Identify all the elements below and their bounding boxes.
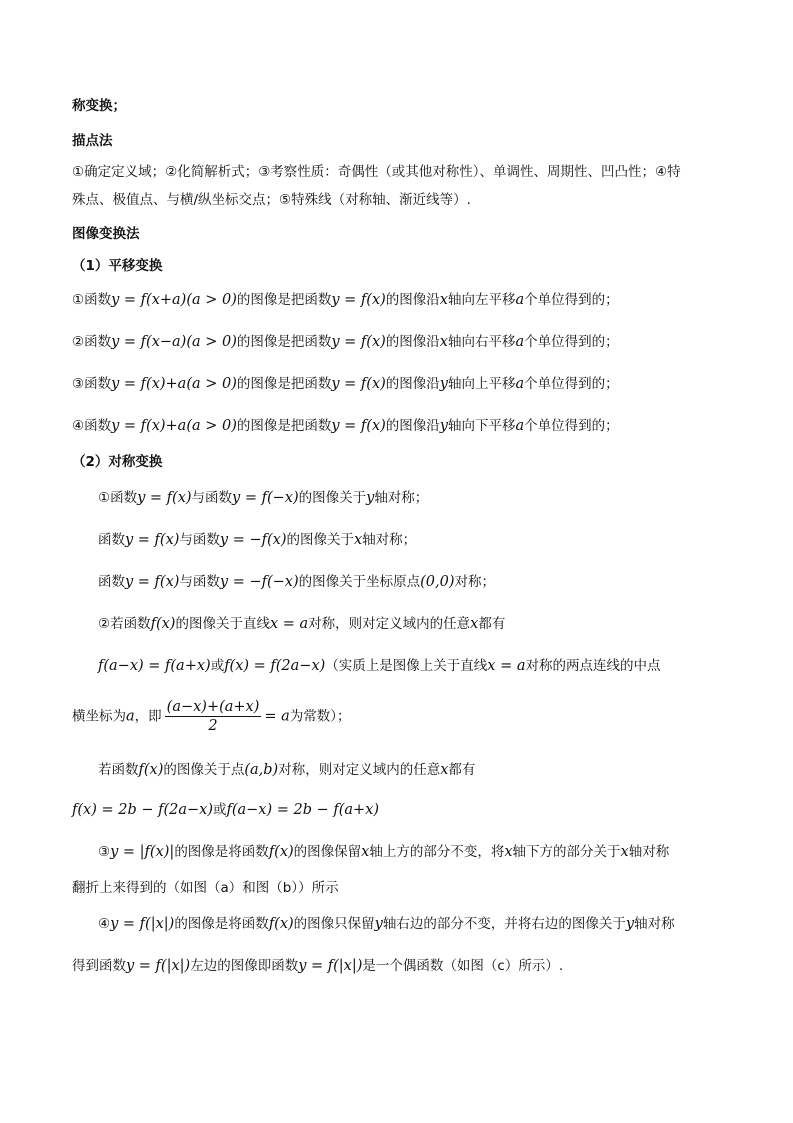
plot-steps-line-1: ①确定定义域；②化简解析式；③考察性质：奇偶性（或其他对称性）、单调性、周期性、凹凸性；④特 xyxy=(72,164,681,180)
plot-steps-line-2: 殊点、极值点、与横/纵坐标交点；⑤特殊线（对称轴、渐近线等）. xyxy=(72,192,471,208)
translation-rule-3: ③函数y = f(x)+a(a > 0)的图像是把函数y = f(x)的图像沿y轴向上平移a个单位得到的； xyxy=(72,376,619,392)
reflection-rule-2: 函数y = f(x)与函数y = −f(x)的图像关于x轴对称； xyxy=(98,532,417,548)
translation-rule-2: ②函数y = f(x−a)(a > 0)的图像是把函数y = f(x)的图像沿x轴向右平移a个单位得到的； xyxy=(72,334,619,350)
fraction: $\frac{(a-x)+(a+x)}{2}$ xyxy=(166,699,260,734)
reflection-rule-12: 得到函数y = f(|x|)左边的图像即函数y = f(|x|)是一个偶函数（如图（c）所示）. xyxy=(72,958,564,974)
reflection-rule-10: 翻折上来得到的（如图（a）和图（b））所示 xyxy=(72,880,339,896)
reflection-rule-3: 函数y = f(x)与函数y = −f(−x)的图像关于坐标原点(0,0)对称； xyxy=(98,574,496,590)
reflection-rule-6: 横坐标为a，即 $\frac{(a-x)+(a+x)}{2}$ = a为常数）； xyxy=(72,699,351,734)
reflection-rule-11: ④y = f(|x|)的图像是将函数f(x)的图像只保留y轴右边的部分不变，并将右边的图像关于y轴对称 xyxy=(98,916,675,932)
heading-reflection: （2）对称变换 xyxy=(72,454,163,470)
translation-rule-1: ①函数y = f(x+a)(a > 0)的图像是把函数y = f(x)的图像沿x轴向左平移a个单位得到的； xyxy=(72,292,619,308)
heading-symmetry: 称变换； xyxy=(72,98,126,114)
reflection-rule-7: 若函数f(x)的图像关于点(a,b)对称，则对定义域内的任意x都有 xyxy=(98,762,476,778)
translation-rule-4: ④函数y = f(x)+a(a > 0)的图像是把函数y = f(x)的图像沿y轴向下平移a个单位得到的； xyxy=(72,418,619,434)
reflection-rule-1: ①函数y = f(x)与函数y = f(−x)的图像关于y轴对称； xyxy=(98,490,429,506)
heading-translation: （1）平移变换 xyxy=(72,258,163,274)
reflection-rule-5: f(a−x) = f(a+x)或f(x) = f(2a−x)（实质上是图像上关于直线x = a对称的两点连线的中点 xyxy=(98,658,661,674)
reflection-rule-4: ②若函数f(x)的图像关于直线x = a对称，则对定义域内的任意x都有 xyxy=(98,616,506,632)
reflection-rule-8: f(x) = 2b − f(2a−x)或f(a−x) = 2b − f(a+x) xyxy=(72,802,380,818)
heading-transform-method: 图像变换法 xyxy=(72,226,140,242)
heading-plot-method: 描点法 xyxy=(72,133,113,149)
reflection-rule-9: ③y = |f(x)|的图像是将函数f(x)的图像保留x轴上方的部分不变，将x轴下方的部分关于x轴对称 xyxy=(98,844,670,860)
